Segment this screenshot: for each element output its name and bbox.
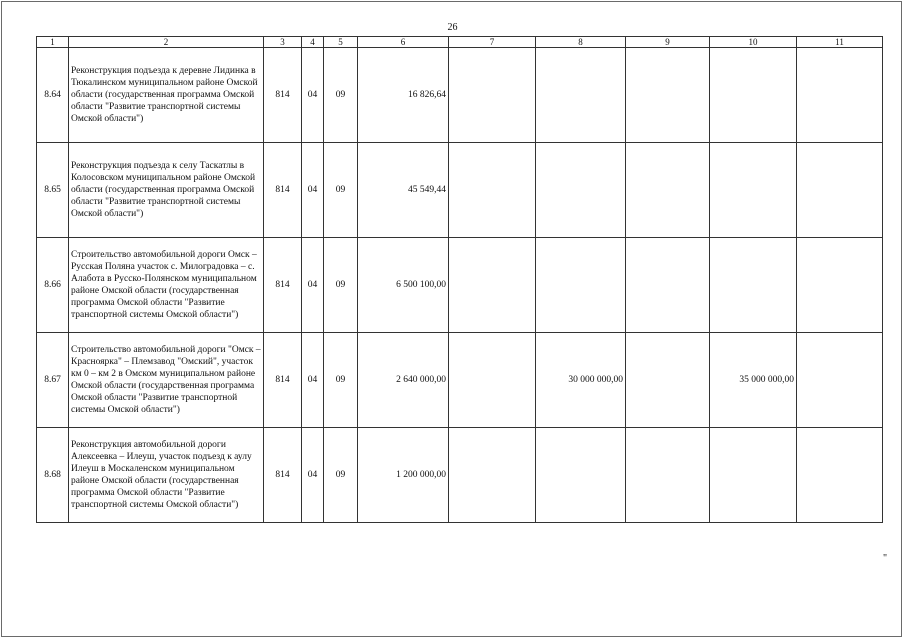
cell-c6: 16 826,64 (358, 48, 449, 143)
cell-c11 (797, 428, 883, 523)
cell-c10 (710, 428, 797, 523)
col-header: 1 (37, 37, 69, 48)
col-header: 9 (626, 37, 710, 48)
row-name: Строительство автомобильной дороги "Омск – Красноярка" – Племзавод "Омский", участок км 0 – км 2 в Омском муниципальном районе Омской области (государственная программа Омской области "Развитие транспортной системы Омской области") (69, 333, 264, 428)
cell-c9 (626, 428, 710, 523)
cell-c9 (626, 48, 710, 143)
cell-c10 (710, 143, 797, 238)
col-header: 3 (264, 37, 302, 48)
cell-c11 (797, 48, 883, 143)
cell-c5: 09 (324, 333, 358, 428)
row-number: 8.67 (37, 333, 69, 428)
col-header: 4 (302, 37, 324, 48)
col-header: 5 (324, 37, 358, 48)
row-name: Реконструкция подъезда к селу Таскатлы в Колосовском муниципальном районе Омской области (государственная программа Омской области "Развитие транспортной системы Омской области") (69, 143, 264, 238)
cell-c5: 09 (324, 238, 358, 333)
cell-c10 (710, 238, 797, 333)
budget-table (36, 36, 883, 523)
col-header: 2 (69, 37, 264, 48)
cell-c7 (449, 428, 536, 523)
cell-c4: 04 (302, 428, 324, 523)
cell-c5: 09 (324, 428, 358, 523)
cell-c8 (536, 48, 626, 143)
row-name: Реконструкция подъезда к деревне Лидинка в Тюкалинском муниципальном районе Омской области (государственная программа Омской области "Развитие транспортной системы Омской области") (69, 48, 264, 143)
page-number: 26 (447, 22, 458, 33)
cell-c11 (797, 238, 883, 333)
cell-c3: 814 (264, 48, 302, 143)
cell-c3: 814 (264, 143, 302, 238)
cell-c4: 04 (302, 48, 324, 143)
cell-c8 (536, 428, 626, 523)
cell-c5: 09 (324, 143, 358, 238)
row-number: 8.64 (37, 48, 69, 143)
cell-c8: 30 000 000,00 (536, 333, 626, 428)
header-row (37, 37, 883, 48)
cell-c6: 45 549,44 (358, 143, 449, 238)
closing-quote: " (883, 553, 888, 564)
table-row (37, 238, 883, 333)
cell-c4: 04 (302, 143, 324, 238)
row-name: Реконструкция автомобильной дороги Алексеевка – Илеуш, участок подъезд к аулу Илеуш в Москаленском муниципальном районе Омской области (государственная программа Омской области "Развитие транспортной системы Омской области") (69, 428, 264, 523)
cell-c11 (797, 143, 883, 238)
cell-c3: 814 (264, 238, 302, 333)
col-header: 11 (797, 37, 883, 48)
cell-c3: 814 (264, 428, 302, 523)
cell-c10 (710, 48, 797, 143)
col-header: 10 (710, 37, 797, 48)
cell-c6: 6 500 100,00 (358, 238, 449, 333)
col-header: 8 (536, 37, 626, 48)
cell-c11 (797, 333, 883, 428)
row-number: 8.68 (37, 428, 69, 523)
cell-c7 (449, 48, 536, 143)
row-number: 8.65 (37, 143, 69, 238)
cell-c7 (449, 238, 536, 333)
cell-c9 (626, 333, 710, 428)
cell-c9 (626, 143, 710, 238)
table-row (37, 48, 883, 143)
cell-c5: 09 (324, 48, 358, 143)
col-header: 6 (358, 37, 449, 48)
cell-c7 (449, 333, 536, 428)
row-number: 8.66 (37, 238, 69, 333)
cell-c6: 1 200 000,00 (358, 428, 449, 523)
table-row (37, 428, 883, 523)
table-row (37, 333, 883, 428)
cell-c4: 04 (302, 333, 324, 428)
col-header: 7 (449, 37, 536, 48)
cell-c10: 35 000 000,00 (710, 333, 797, 428)
cell-c9 (626, 238, 710, 333)
cell-c8 (536, 143, 626, 238)
table-row (37, 143, 883, 238)
cell-c3: 814 (264, 333, 302, 428)
cell-c7 (449, 143, 536, 238)
cell-c8 (536, 238, 626, 333)
cell-c6: 2 640 000,00 (358, 333, 449, 428)
row-name: Строительство автомобильной дороги Омск – Русская Поляна участок с. Милоградовка – с. Алабота в Русско-Полянском муниципальном районе Омской области (государственная программа Омской области "Развитие транспортной системы Омской области") (69, 238, 264, 333)
cell-c4: 04 (302, 238, 324, 333)
